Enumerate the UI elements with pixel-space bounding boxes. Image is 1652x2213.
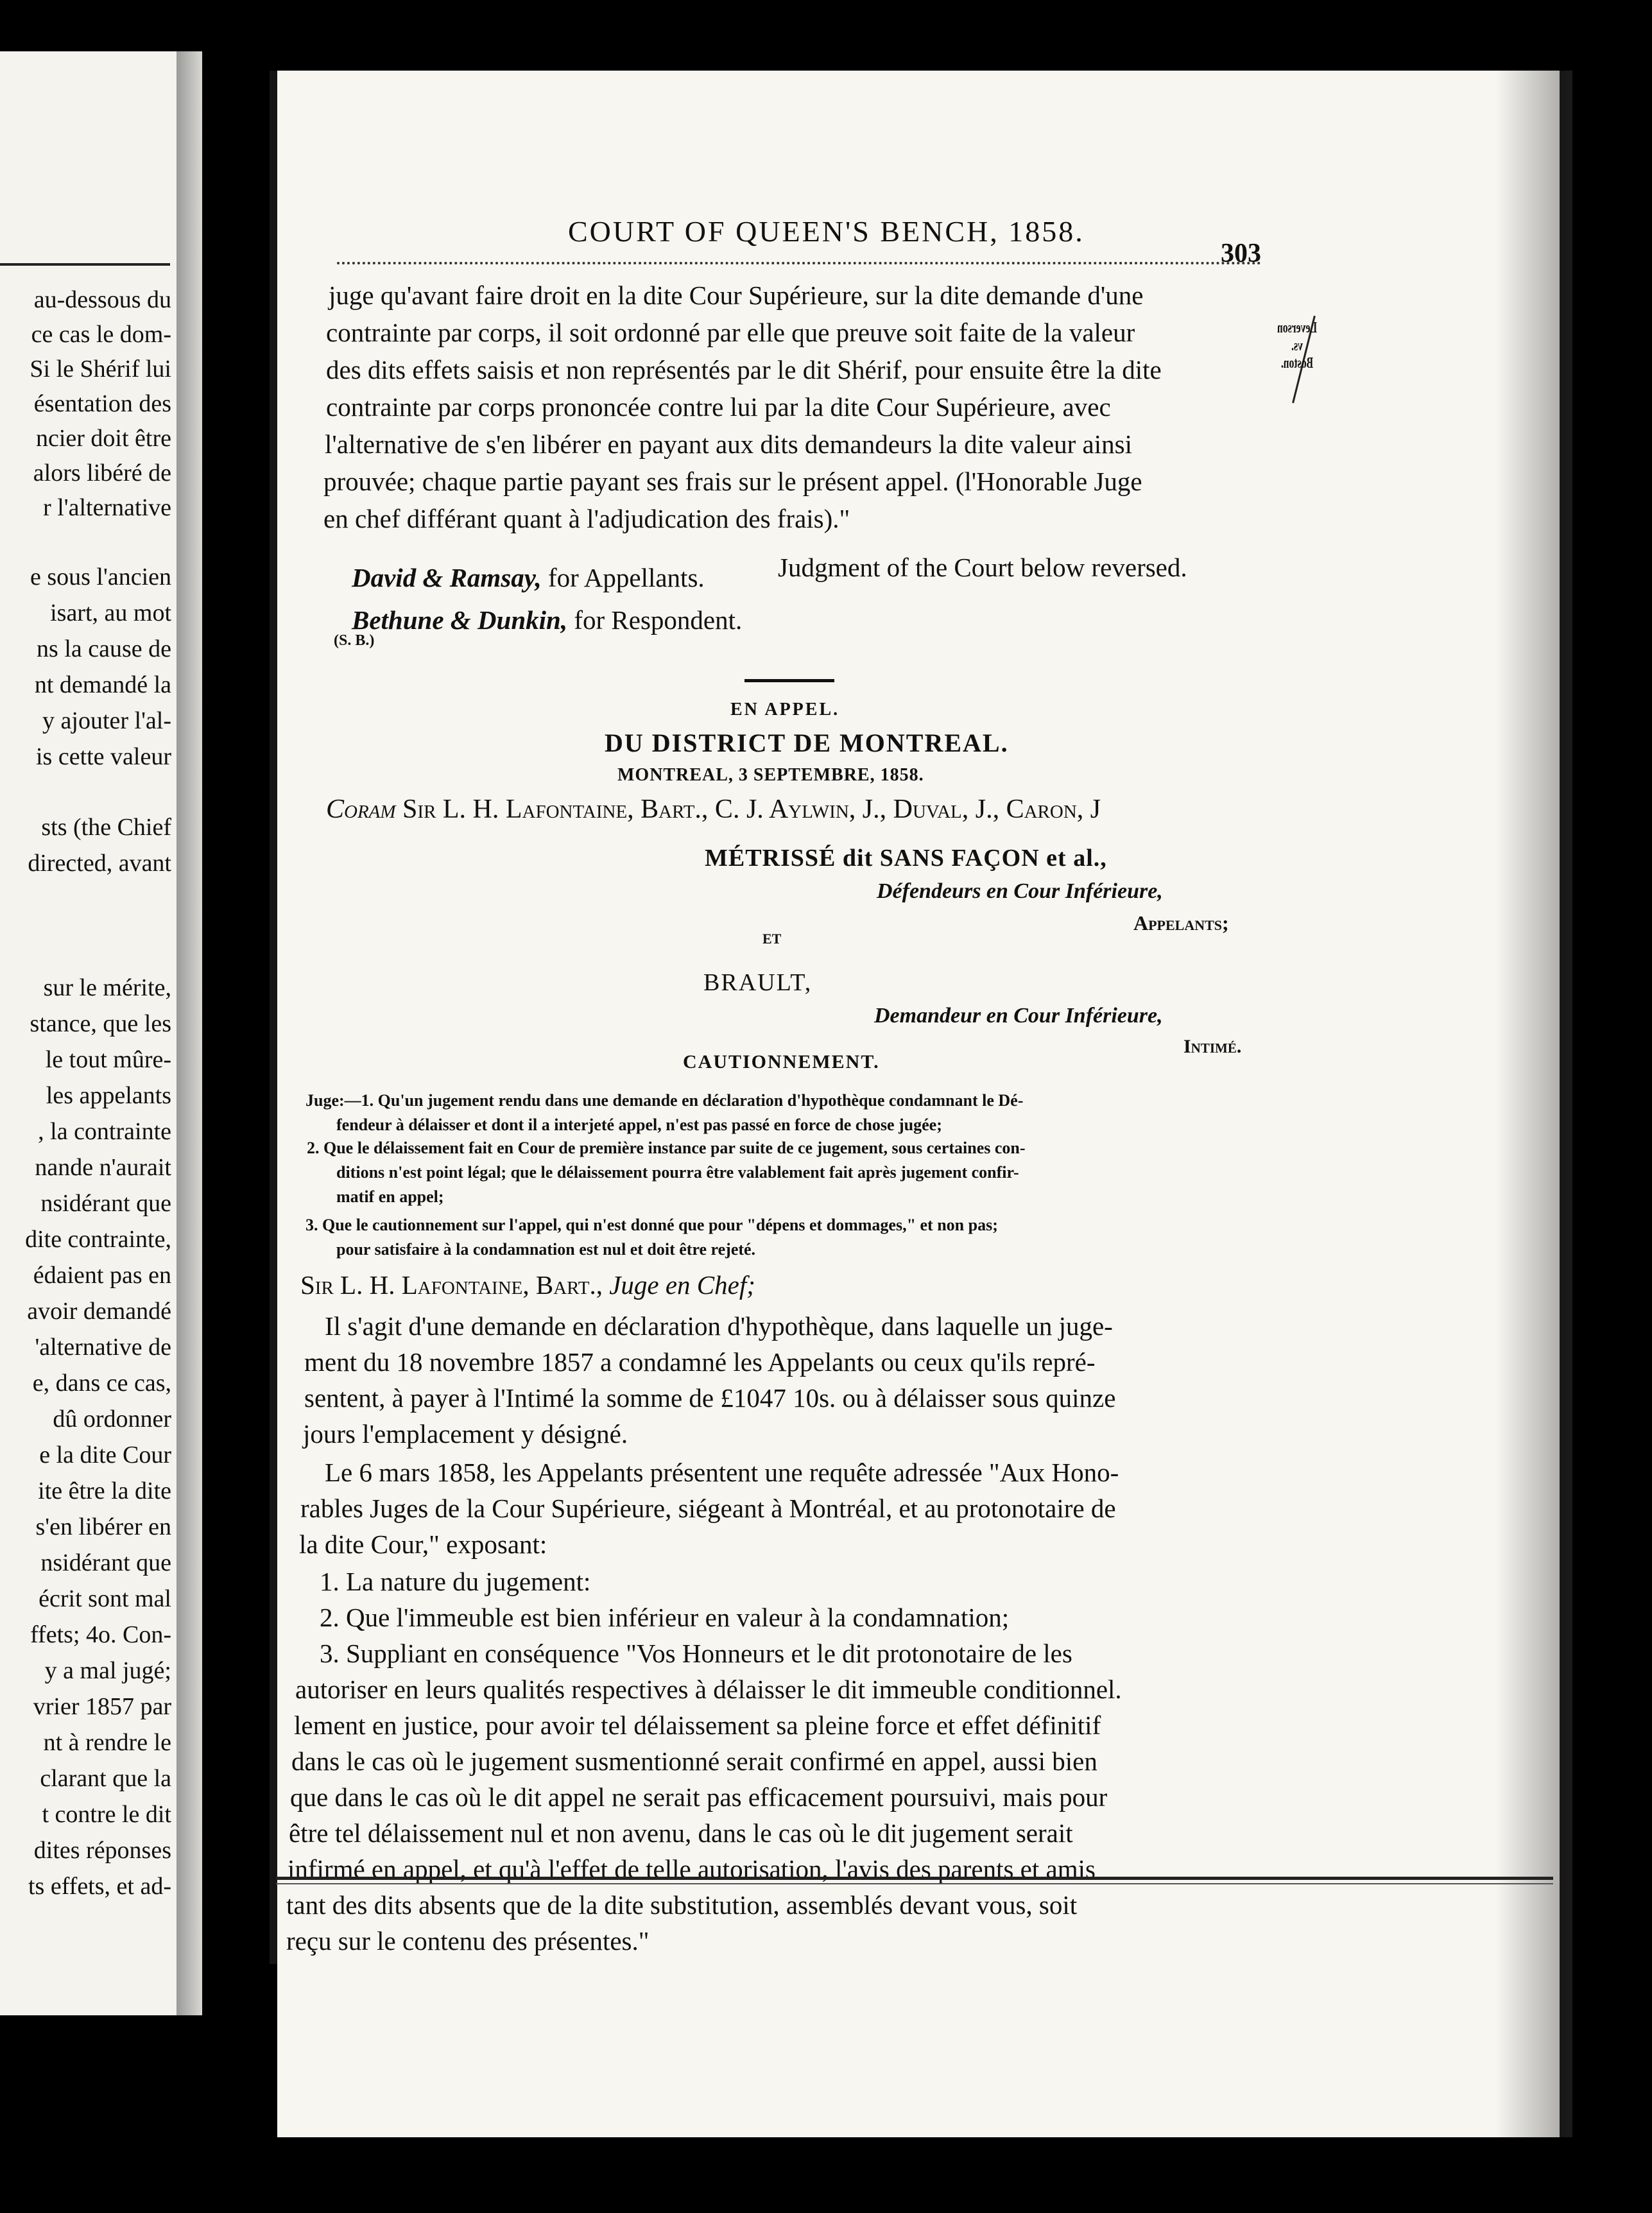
headnote-line: 3. Que le cautionnement sur l'appel, qui n'est donné que pour "dépens et dommages," et non pas;	[305, 1216, 998, 1234]
left-line: isart, au mot	[50, 599, 171, 626]
speaker-title: Juge en Chef;	[609, 1270, 755, 1300]
left-line: nsidérant que	[40, 1549, 171, 1576]
judgment-line: Judgment of the Court below reversed.	[778, 553, 1187, 582]
body-line: la dite Cour," exposant:	[299, 1529, 547, 1559]
left-line: le tout mûre-	[45, 1046, 171, 1073]
counsel-name: Bethune & Dunkin,	[352, 605, 568, 635]
body-line: ment du 18 novembre 1857 a condamné les Appelants ou ceux qu'ils repré-	[304, 1347, 1096, 1377]
left-line: stance, que les	[30, 1010, 171, 1037]
body-line: 1. La nature du jugement:	[320, 1567, 591, 1596]
decision-date: MONTREAL, 3 SEPTEMBRE, 1858.	[617, 765, 924, 785]
left-line: alors libéré de	[33, 460, 171, 487]
left-line: t contre le dit	[42, 1801, 171, 1828]
body-line: infirmé en appel, et qu'à l'effet de telle autorisation, l'avis des parents et amis	[288, 1854, 1096, 1884]
text-line: contrainte par corps, il soit ordonné par elle que preuve soit faite de la valeur	[326, 318, 1135, 347]
respondent-name: BRAULT,	[703, 969, 813, 996]
left-line: r l'alternative	[43, 494, 171, 521]
left-line: is cette valeur	[35, 743, 171, 770]
speaker-line	[300, 1272, 755, 1298]
body-line: tant des dits absents que de la dite substitution, assemblés devant vous, soit	[286, 1890, 1078, 1920]
text-line: prouvée; chaque partie payant ses frais sur le présent appel. (l'Honorable Juge	[323, 467, 1142, 496]
left-line: nt demandé la	[34, 671, 171, 698]
headnote-line: fendeur à délaisser et dont il a interjeté appel, n'est pas passé en force de chose jugée;	[336, 1115, 942, 1134]
left-line: ce cas le dom-	[31, 321, 171, 348]
counsel-appellants	[352, 565, 705, 591]
reporter-initials: (S. B.)	[334, 632, 375, 649]
text-line: des dits effets saisis et non représentés par le dit Shérif, pour ensuite être la dite	[326, 355, 1162, 384]
headnote-line: 2. Que le délaissement fait en Cour de première instance par suite de ce jugement, sous certaines con-	[307, 1139, 1026, 1157]
left-line: écrit sont mal	[39, 1585, 171, 1612]
page-number: 303	[1221, 239, 1261, 268]
left-line: s'en libérer en	[35, 1513, 171, 1540]
headnote-line: pour satisfaire à la condamnation est nul et doit être rejeté.	[336, 1240, 756, 1259]
respondent-description: Demandeur en Cour Inférieure,	[874, 1004, 1163, 1028]
left-line: y ajouter l'al-	[42, 707, 171, 734]
left-page-fragment	[0, 51, 176, 2015]
header-rule	[337, 262, 1261, 264]
text-line: contrainte par corps prononcée contre lui par la dite Cour Supérieure, avec	[326, 392, 1111, 422]
district-title: DU DISTRICT DE MONTREAL.	[605, 728, 1009, 757]
body-line: rables Juges de la Cour Supérieure, siégeant à Montréal, et au protonotaire de	[300, 1494, 1116, 1523]
counsel-role: for Appellants.	[547, 563, 705, 592]
left-line: ésentation des	[33, 390, 171, 417]
left-line: ffets; 4o. Con-	[30, 1621, 171, 1648]
counsel-respondent	[352, 607, 742, 633]
left-line: y a mal jugé;	[44, 1657, 171, 1684]
respondent-role: Intimé.	[1183, 1036, 1242, 1057]
left-line: avoir demandé	[27, 1298, 171, 1325]
left-line: dites réponses	[33, 1837, 171, 1864]
left-line: ns la cause de	[37, 635, 171, 662]
coram-line	[326, 796, 1101, 823]
left-line: e sous l'ancien	[30, 564, 171, 590]
left-line: ncier doit être	[35, 425, 171, 452]
left-line: Si le Shérif lui	[30, 356, 171, 383]
left-line: vrier 1857 par	[33, 1693, 171, 1720]
body-line: Le 6 mars 1858, les Appelants présentent une requête adressée "Aux Hono-	[325, 1458, 1119, 1487]
left-line: dû ordonner	[53, 1406, 171, 1433]
gutter-shadow	[176, 51, 202, 2015]
running-header-title: COURT OF QUEEN'S BENCH, 1858.	[568, 215, 1085, 248]
counsel-role: for Respondent.	[574, 605, 743, 635]
section-divider	[744, 679, 834, 682]
page-edge-shadow	[1495, 71, 1572, 2137]
left-line: au-dessous du	[33, 286, 171, 313]
et-connector: ET	[762, 931, 782, 947]
coram-judges: Sir L. H. Lafontaine, Bart., C. J. Aylwin, J., Duval, J., Caron, J	[402, 795, 1101, 824]
left-line: dite contrainte,	[25, 1226, 171, 1253]
scan-artifact-line	[276, 1877, 1553, 1880]
appellant-role: Appelants;	[1133, 911, 1229, 934]
body-line: jours l'emplacement y désigné.	[303, 1419, 628, 1449]
left-line: nt à rendre le	[43, 1729, 171, 1756]
binding-gutter	[270, 71, 277, 1964]
left-page-rule	[0, 263, 170, 266]
coram-label: Coram	[326, 795, 396, 824]
headnote-line: Juge:—1. Qu'un jugement rendu dans une demande en déclaration d'hypothèque condamnant le Dé-	[305, 1091, 1024, 1110]
left-line: sur le mérite,	[43, 974, 171, 1001]
speaker-name: Sir L. H. Lafontaine, Bart.,	[300, 1270, 603, 1300]
left-line: sts (the Chief	[41, 814, 171, 841]
left-line: nande n'aurait	[35, 1154, 171, 1181]
body-line: Il s'agit d'une demande en déclaration d'hypothèque, dans laquelle un juge-	[325, 1311, 1113, 1341]
left-line: , la contrainte	[38, 1118, 171, 1145]
sidenote-line: Leverson	[1277, 320, 1317, 336]
body-line: 3. Suppliant en conséquence "Vos Honneurs et le dit protonotaire de les	[320, 1639, 1072, 1668]
body-line: autoriser en leurs qualités respectives à délaisser le dit immeuble conditionnel.	[295, 1675, 1122, 1704]
body-line: être tel délaissement nul et non avenu, dans le cas où le dit jugement serait	[289, 1818, 1073, 1848]
text-line: en chef différant quant à l'adjudication des frais)."	[323, 504, 850, 533]
left-line: clarant que la	[40, 1765, 171, 1792]
sidenote-line: vs.	[1291, 337, 1303, 354]
left-line: nsidérant que	[40, 1190, 171, 1217]
left-line: les appelants	[46, 1082, 171, 1109]
headnote-line: matif en appel;	[336, 1187, 444, 1206]
body-line: lement en justice, pour avoir tel délaissement sa pleine force et effet définitif	[294, 1710, 1101, 1740]
scan-artifact-line	[276, 1883, 1553, 1884]
body-line: reçu sur le contenu des présentes."	[286, 1926, 650, 1956]
left-line: édaient pas en	[33, 1262, 171, 1289]
counsel-name: David & Ramsay,	[352, 563, 542, 592]
en-appel: EN APPEL.	[730, 700, 840, 719]
subject-heading: CAUTIONNEMENT.	[683, 1051, 880, 1072]
left-line: 'alternative de	[35, 1334, 171, 1361]
appellant-name: MÉTRISSÉ dit SANS FAÇON et al.,	[705, 845, 1107, 872]
left-line: e, dans ce cas,	[32, 1370, 171, 1397]
left-line: directed, avant	[28, 850, 171, 877]
body-line: 2. Que l'immeuble est bien inférieur en valeur à la condamnation;	[320, 1603, 1010, 1632]
appellant-description: Défendeurs en Cour Inférieure,	[877, 879, 1163, 903]
body-line: dans le cas où le jugement susmentionné serait confirmé en appel, aussi bien	[291, 1746, 1097, 1776]
text-line: juge qu'avant faire droit en la dite Cour Supérieure, sur la dite demande d'une	[329, 280, 1144, 310]
body-line: sentent, à payer à l'Intimé la somme de £1047 10s. ou à délaisser sous quinze	[304, 1383, 1116, 1413]
sidenote-case	[1277, 320, 1317, 373]
left-line: ite être la dite	[38, 1477, 171, 1504]
body-line: que dans le cas où le dit appel ne serait pas efficacement poursuivi, mais pour	[290, 1782, 1108, 1812]
sidenote-line: Boston.	[1280, 355, 1314, 372]
left-line: ts effets, et ad-	[28, 1873, 171, 1900]
left-line: e la dite Cour	[39, 1442, 171, 1468]
text-line: l'alternative de s'en libérer en payant aux dits demandeurs la dite valeur ainsi	[325, 429, 1132, 459]
headnote-line: ditions n'est point légal; que le délaissement pourra être valablement fait après jugement confir-	[336, 1163, 1019, 1182]
